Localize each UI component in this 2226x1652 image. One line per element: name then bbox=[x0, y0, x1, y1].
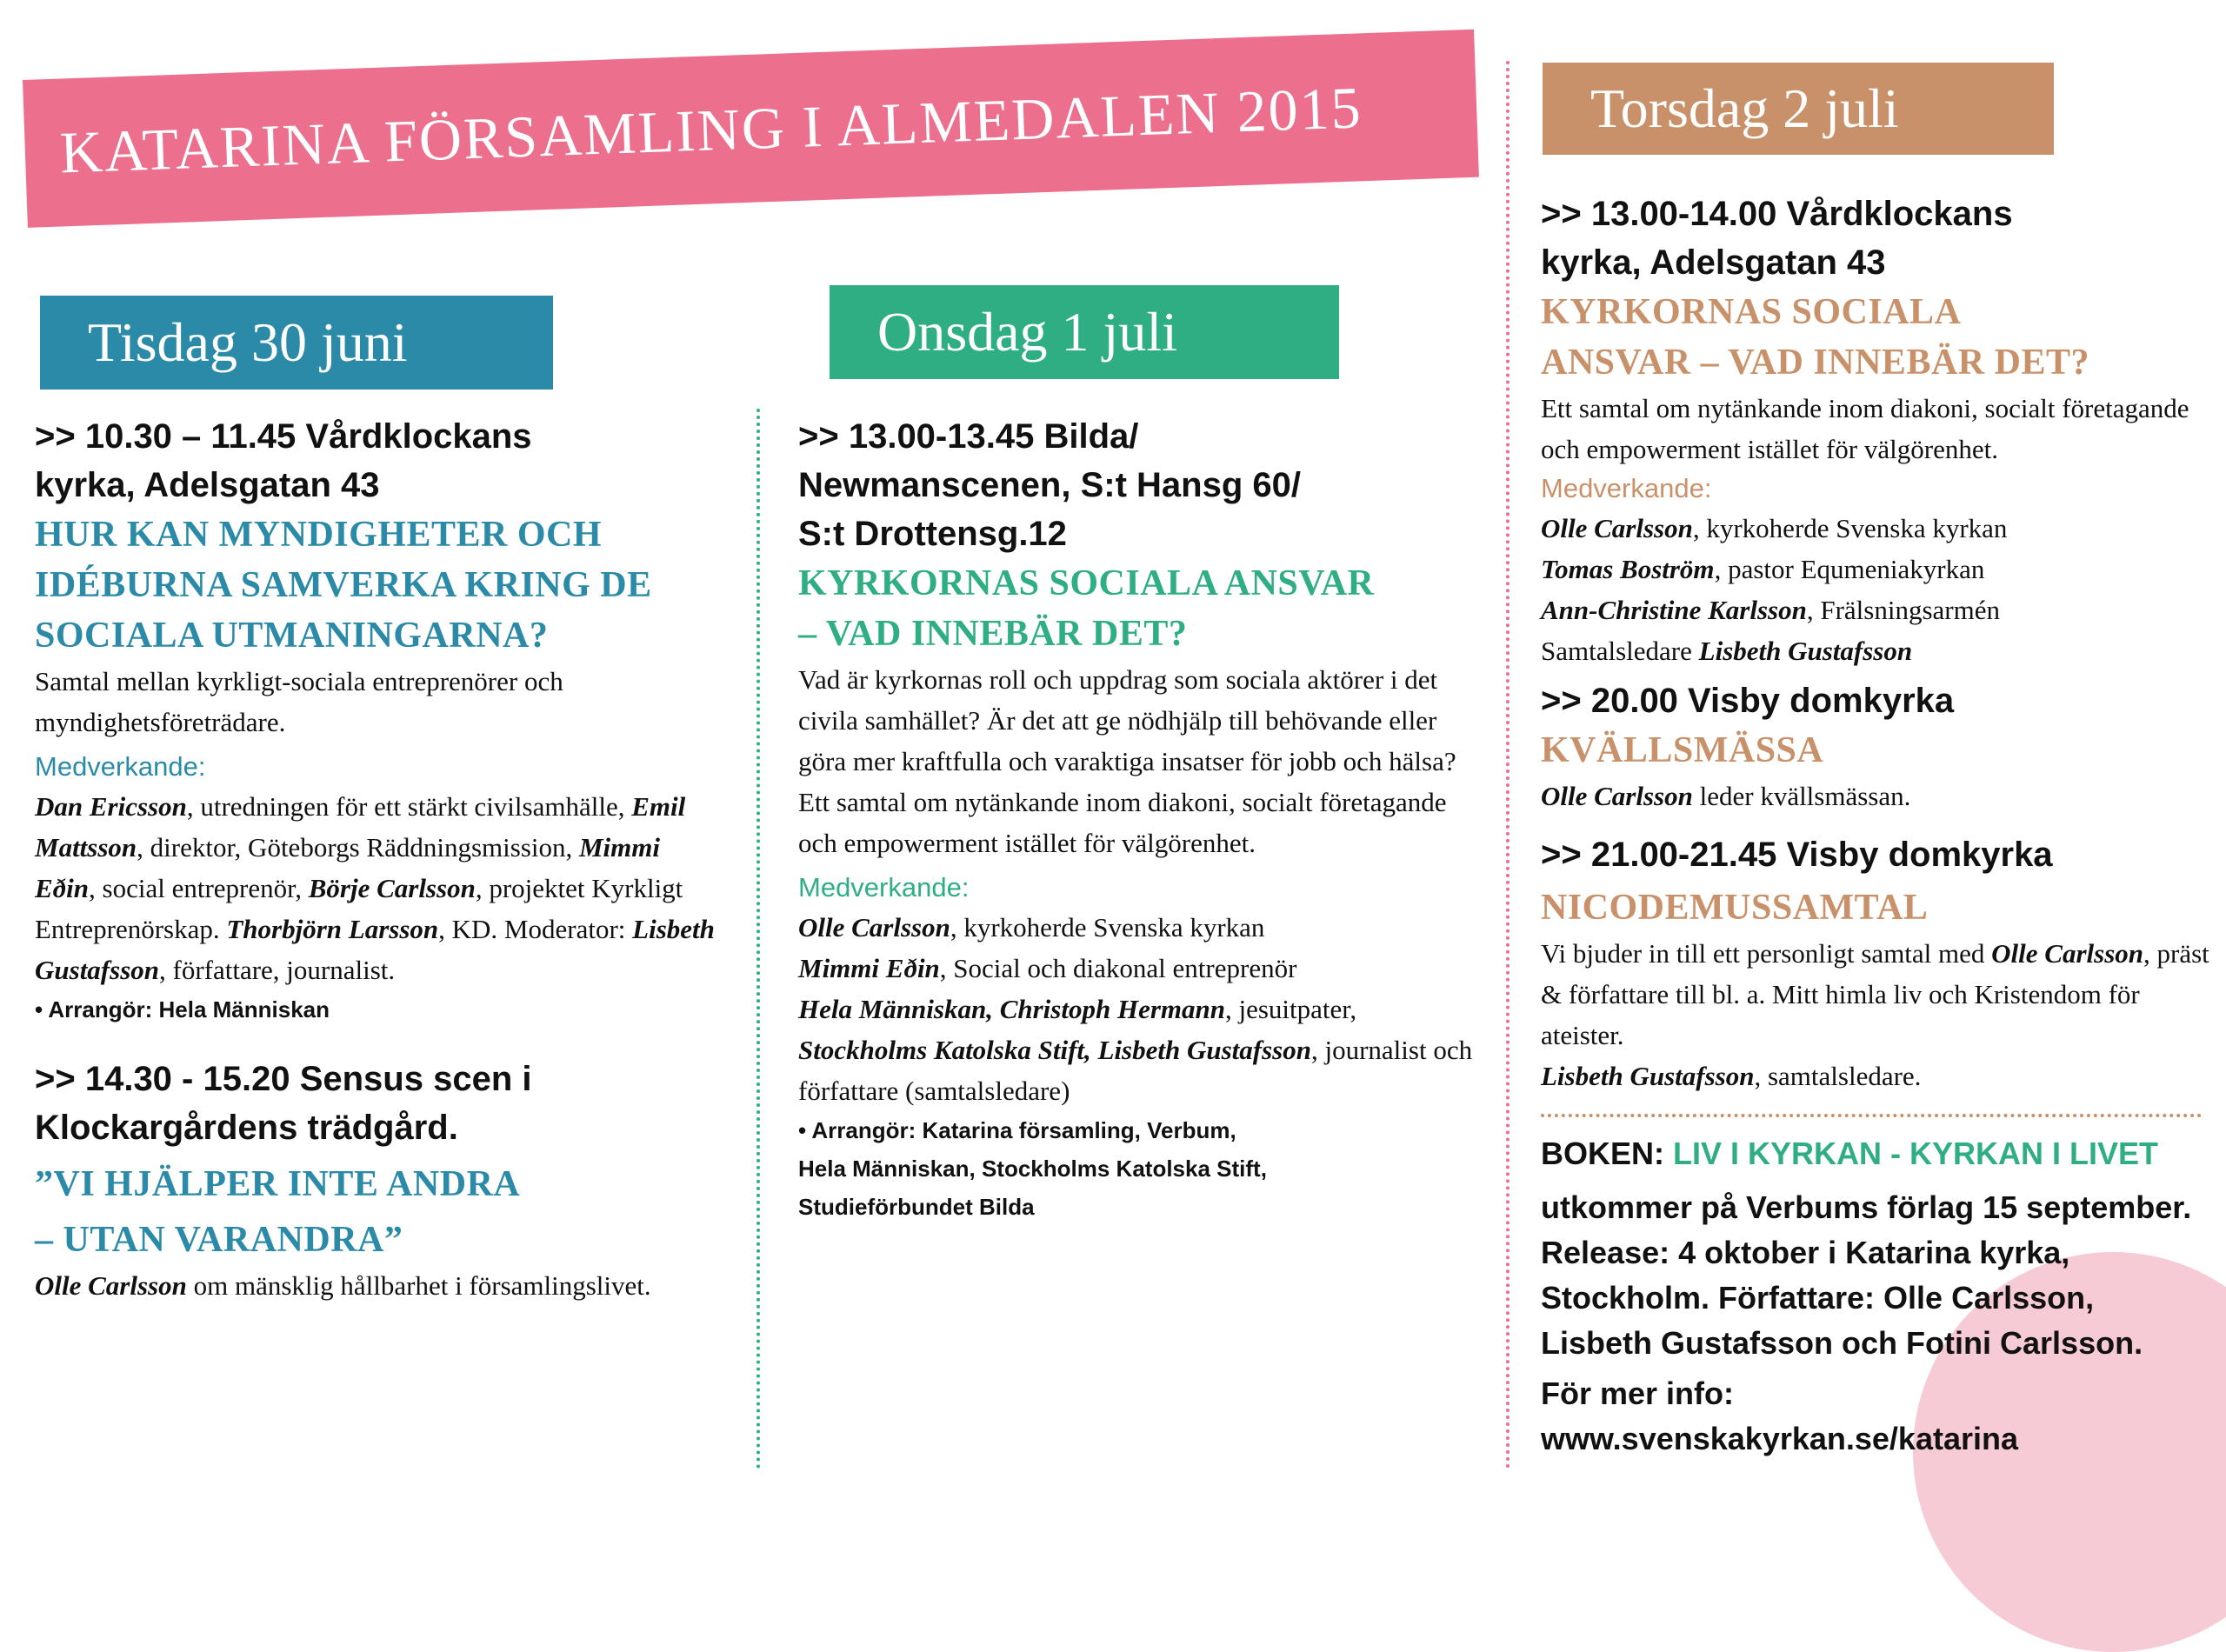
event-title: HUR KAN MYNDIGHETER OCH bbox=[35, 515, 603, 555]
page-banner bbox=[23, 30, 1479, 228]
participants-label: Medverkande: bbox=[1541, 473, 1712, 503]
person-name: Olle Carlsson bbox=[1541, 781, 1693, 811]
person-name: Lisbeth Gustafsson bbox=[1698, 636, 1913, 666]
participants-text bbox=[35, 786, 722, 990]
person-role: , kyrkoherde Svenska kyrkan bbox=[950, 912, 1265, 943]
event-title: SOCIALA UTMANINGARNA? bbox=[35, 616, 549, 656]
column-tuesday bbox=[35, 412, 722, 1306]
person-name: Stockholms Katolska Stift, Lisbeth Gustafsson bbox=[798, 1035, 1311, 1065]
person-name: Börje Carlsson bbox=[308, 873, 476, 903]
day-header-tuesday bbox=[40, 296, 553, 390]
event-time: >> 10.30 – 11.45 Vårdklockans bbox=[35, 417, 532, 456]
event-title: ”VI HJÄLPER INTE ANDRA bbox=[35, 1164, 521, 1204]
person-name: Thorbjörn Larsson bbox=[226, 914, 439, 944]
page-title: KATARINA FÖRSAMLING I ALMEDALEN 2015 bbox=[58, 73, 1363, 186]
person-role: , direktor, Göteborgs Räddningsmission, bbox=[137, 832, 579, 863]
event-description bbox=[35, 1265, 722, 1306]
person-role: , social entreprenör, bbox=[89, 873, 309, 903]
organizer: • Arrangör: Hela Människan bbox=[35, 996, 330, 1023]
person-role: , jesuitpater, bbox=[1225, 994, 1357, 1024]
person-role: , Frälsningsarmén bbox=[1806, 595, 2000, 625]
person-name: Dan Ericsson bbox=[35, 791, 187, 822]
event-location: kyrka, Adelsgatan 43 bbox=[35, 466, 380, 504]
person-role: , samtalsledare. bbox=[1754, 1061, 1922, 1091]
organizer: Studieförbundet Bilda bbox=[798, 1194, 1035, 1220]
person-role: Samtalsledare bbox=[1541, 636, 1699, 666]
event-location: kyrka, Adelsgatan 43 bbox=[1541, 243, 1886, 282]
person-name: Emil Mattsson bbox=[35, 791, 686, 863]
person-role: , KD. Moderator: bbox=[438, 914, 633, 944]
person-name: Olle Carlsson bbox=[798, 912, 950, 943]
spacer bbox=[35, 1029, 722, 1055]
person-name: Tomas Boström bbox=[1541, 554, 1715, 584]
organizer: Hela Människan, Stockholms Katolska Stift, bbox=[798, 1156, 1267, 1182]
day-header-thursday bbox=[1543, 63, 2054, 155]
column-divider-1 bbox=[756, 409, 760, 1469]
person-role: , pastor Equmeniakyrkan bbox=[1714, 554, 1985, 584]
event-text: , präst & författare till bl. a. Mitt himla liv och Kristendom för ateister. bbox=[1541, 938, 2209, 1050]
person-role: , kyrkoherde Svenska kyrkan bbox=[1692, 513, 2008, 543]
person-name: Olle Carlsson bbox=[1541, 513, 1693, 543]
event-description: Vad är kyrkornas roll och uppdrag som sociala aktörer i det civila samhället? Är det att ge nödhjälp till behövande eller göra mer kraftfulla och varaktiga insatser för jobb och hälsa? Ett samtal om nytänkande inom diakoni, socialt företagande och empowerment istället för välgörenhet. bbox=[798, 664, 1456, 858]
person-role: , författare, journalist. bbox=[159, 955, 396, 985]
column-thursday bbox=[1541, 190, 2210, 1462]
event-time: >> 14.30 - 15.20 Sensus scen i bbox=[35, 1060, 532, 1098]
day-header-wednesday bbox=[830, 285, 1339, 379]
person-name: Ann-Christine Karlsson bbox=[1541, 595, 1807, 625]
book-info: Stockholm. Författare: Olle Carlsson, bbox=[1541, 1280, 2095, 1316]
event-time: >> 20.00 Visby domkyrka bbox=[1541, 682, 1955, 720]
event-description: Samtal mellan kyrkligt-sociala entreprenörer och myndighetsföreträdare. bbox=[35, 666, 563, 737]
event-location: S:t Drottensg.12 bbox=[798, 515, 1067, 553]
event-description bbox=[1541, 933, 2210, 1096]
person-role: , projektet Kyrkligt Entreprenörskap. bbox=[35, 873, 683, 944]
participants-label: Medverkande: bbox=[35, 751, 206, 782]
day-label: Onsdag 1 juli bbox=[877, 301, 1177, 363]
organizer: • Arrangör: Katarina församling, Verbum, bbox=[798, 1117, 1236, 1143]
day-label: Tisdag 30 juni bbox=[88, 311, 408, 373]
person-name: Hela Människan, Christoph Hermann bbox=[798, 994, 1225, 1024]
person-role: , Social och diakonal entreprenör bbox=[939, 953, 1297, 983]
event-title: NICODEMUSSAMTAL bbox=[1541, 888, 1929, 928]
event-title: – VAD INNEBÄR DET? bbox=[798, 614, 1188, 654]
event-time: >> 13.00-14.00 Vårdklockans bbox=[1541, 195, 2013, 233]
event-description: Ett samtal om nytänkande inom diakoni, socialt företagande och empowerment istället för välgörenhet. bbox=[1541, 393, 2189, 464]
person-role: , journalist och författare (samtalsledare) bbox=[798, 1035, 1473, 1106]
column-divider-2 bbox=[1506, 61, 1510, 1469]
person-name: Olle Carlsson bbox=[35, 1270, 187, 1301]
participants-label: Medverkande: bbox=[798, 872, 970, 903]
event-title: KYRKORNAS SOCIALA ANSVAR bbox=[798, 563, 1375, 603]
more-info-link[interactable]: För mer info: www.svenskakyrkan.se/katarina bbox=[1541, 1376, 2018, 1456]
event-title: ANSVAR – VAD INNEBÄR DET? bbox=[1541, 343, 2089, 383]
event-title: IDÉBURNA SAMVERKA KRING DE bbox=[35, 565, 652, 605]
person-name: Olle Carlsson bbox=[1991, 938, 2144, 969]
person-role: leder kvällsmässan. bbox=[1692, 781, 1911, 811]
book-info: utkommer på Verbums förlag 15 september. bbox=[1541, 1189, 2192, 1225]
event-location: Newmanscenen, S:t Hansg 60/ bbox=[798, 466, 1301, 504]
book-title: LIV I KYRKAN - KYRKAN I LIVET bbox=[1673, 1136, 2159, 1171]
person-name: Lisbeth Gustafsson bbox=[35, 914, 715, 985]
event-time: >> 13.00-13.45 Bilda/ bbox=[798, 417, 1139, 456]
person-name: Mimmi Eðin bbox=[798, 953, 940, 983]
participants-text bbox=[1541, 508, 2210, 671]
event-description bbox=[1541, 776, 2210, 816]
person-name: Mimmi Eðin bbox=[35, 832, 660, 903]
day-label: Torsdag 2 juli bbox=[1590, 77, 1899, 139]
book-heading bbox=[1541, 1131, 2210, 1176]
person-role: om mänsklig hållbarhet i församlingslivet. bbox=[186, 1270, 651, 1301]
book-divider bbox=[1541, 1114, 2202, 1117]
person-name: Lisbeth Gustafsson bbox=[1541, 1061, 1755, 1091]
book-label: BOKEN: bbox=[1541, 1136, 1673, 1171]
participants-text bbox=[798, 907, 1481, 1111]
column-wednesday bbox=[798, 412, 1481, 1226]
event-text: Vi bjuder in till ett personligt samtal med bbox=[1541, 938, 1992, 969]
event-location: Klockargårdens trädgård. bbox=[35, 1109, 458, 1147]
event-title: KYRKORNAS SOCIALA bbox=[1541, 292, 1962, 332]
event-time: >> 21.00-21.45 Visby domkyrka bbox=[1541, 836, 2053, 874]
event-title: KVÄLLSMÄSSA bbox=[1541, 730, 1824, 770]
person-role: , utredningen för ett stärkt civilsamhälle, bbox=[186, 791, 632, 822]
book-info: Release: 4 oktober i Katarina kyrka, bbox=[1541, 1235, 2070, 1270]
book-info: Lisbeth Gustafsson och Fotini Carlsson. bbox=[1541, 1325, 2143, 1361]
event-title: – UTAN VARANDRA” bbox=[35, 1220, 403, 1260]
